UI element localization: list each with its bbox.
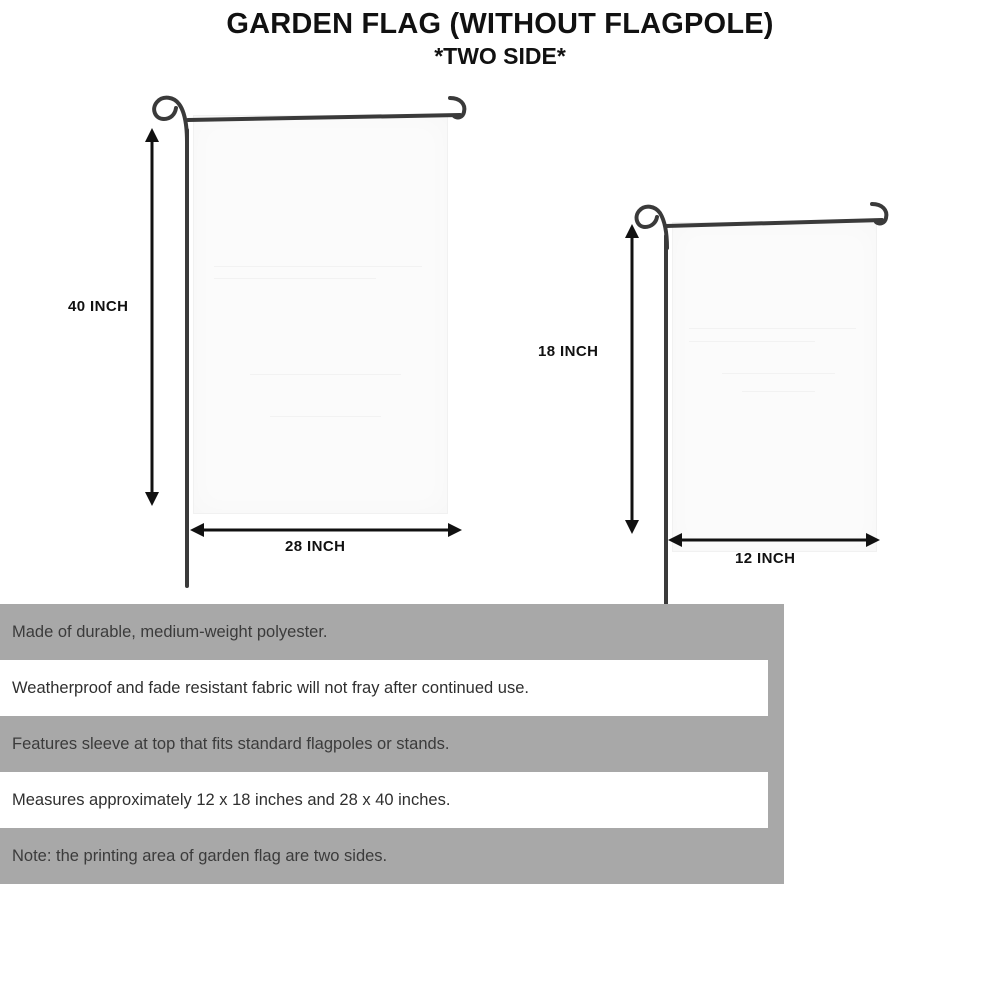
list-item [0, 772, 768, 828]
list-item [0, 716, 784, 772]
small-flag-pole-rod [664, 234, 668, 614]
feature-text: Made of durable, medium-weight polyester. [12, 622, 328, 641]
list-item [0, 828, 784, 884]
feature-text: Weatherproof and fade resistant fabric will not fray after continued use. [12, 678, 529, 697]
small-flag-width-label: 12 INCH [735, 550, 796, 567]
list-item [0, 604, 784, 660]
large-flag-pole-rod [185, 128, 189, 588]
small-flag-width-dimension [668, 528, 880, 552]
large-flag-height-label: 40 INCH [68, 298, 129, 315]
small-flag-height-dimension [620, 224, 644, 534]
title-line-1: GARDEN FLAG (WITHOUT FLAGPOLE) [226, 8, 774, 40]
features-list [0, 604, 784, 884]
small-flag-fabric [672, 222, 877, 552]
feature-text: Features sleeve at top that fits standard flagpoles or stands. [12, 734, 450, 753]
large-flag-fabric [193, 115, 448, 514]
large-flag-height-dimension [140, 128, 164, 506]
list-item [0, 660, 768, 716]
large-flag-top-bar [160, 88, 480, 133]
page-title [0, 8, 1000, 71]
small-flag-height-label: 18 INCH [538, 343, 599, 360]
feature-text: Measures approximately 12 x 18 inches and 28 x 40 inches. [12, 790, 451, 809]
title-line-2: *TWO SIDE* [434, 43, 566, 70]
feature-text: Note: the printing area of garden flag are two sides. [12, 846, 388, 865]
large-flag-width-label: 28 INCH [285, 538, 346, 555]
